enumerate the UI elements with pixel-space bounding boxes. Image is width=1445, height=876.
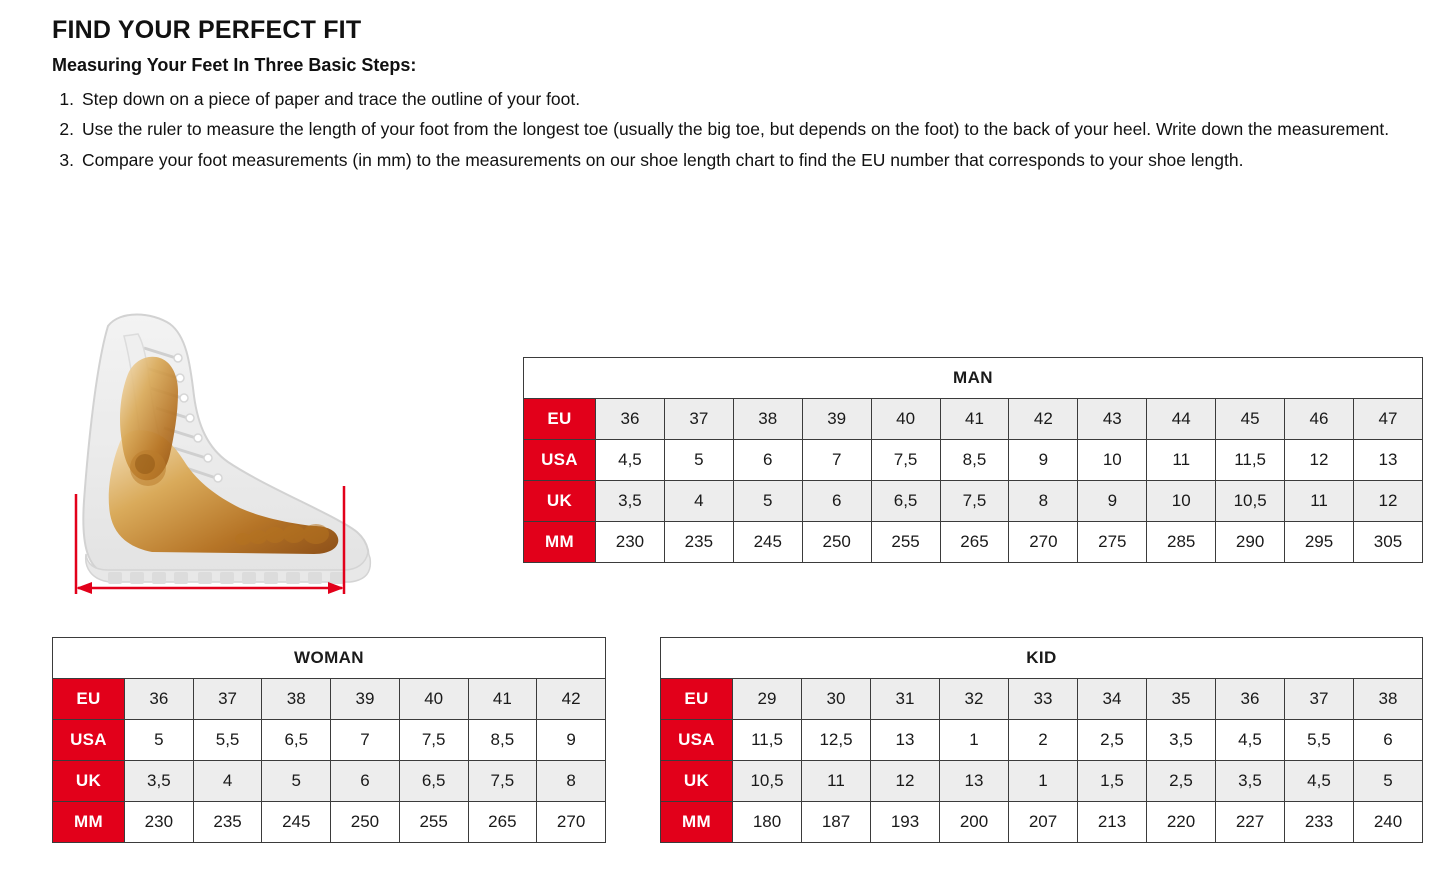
cell: 265 <box>468 802 537 843</box>
cell: 213 <box>1078 802 1147 843</box>
cell: 7 <box>802 440 871 481</box>
cell: 270 <box>1009 522 1078 563</box>
intro-section <box>52 16 1422 179</box>
cell: 38 <box>262 679 331 720</box>
cell: 35 <box>1147 679 1216 720</box>
cell: 13 <box>940 761 1009 802</box>
cell: 1,5 <box>1078 761 1147 802</box>
cell: 180 <box>733 802 802 843</box>
cell: 45 <box>1216 399 1285 440</box>
cell: 11 <box>1285 481 1354 522</box>
table-row <box>53 802 606 843</box>
steps-list <box>52 88 1422 172</box>
table-row <box>661 802 1423 843</box>
cell: 38 <box>733 399 802 440</box>
row-label-usa: USA <box>524 440 596 481</box>
cell: 10 <box>1078 440 1147 481</box>
cell: 8 <box>537 761 606 802</box>
cell: 250 <box>802 522 871 563</box>
page-title: FIND YOUR PERFECT FIT <box>52 16 362 44</box>
cell: 9 <box>1009 440 1078 481</box>
table-row <box>524 481 1423 522</box>
cell: 7,5 <box>399 720 468 761</box>
cell: 32 <box>940 679 1009 720</box>
cell: 285 <box>1147 522 1216 563</box>
cell: 12 <box>871 761 940 802</box>
row-label-uk: UK <box>53 761 125 802</box>
cell: 5 <box>1354 761 1423 802</box>
cell: 6 <box>1354 720 1423 761</box>
step-number: 3. <box>59 149 74 170</box>
cell: 4,5 <box>1285 761 1354 802</box>
page-subtitle: Measuring Your Feet In Three Basic Steps: <box>52 55 417 75</box>
cell: 36 <box>596 399 665 440</box>
cell: 255 <box>399 802 468 843</box>
man-size-table-wrapper <box>523 357 1423 563</box>
cell: 240 <box>1354 802 1423 843</box>
cell: 8 <box>1009 481 1078 522</box>
kid-size-table <box>660 637 1423 843</box>
row-label-mm: MM <box>53 802 125 843</box>
cell: 255 <box>871 522 940 563</box>
cell: 3,5 <box>596 481 665 522</box>
cell: 10 <box>1147 481 1216 522</box>
cell: 47 <box>1353 399 1422 440</box>
cell: 265 <box>940 522 1009 563</box>
cell: 9 <box>537 720 606 761</box>
kid-table-title: KID <box>661 638 1423 679</box>
cell: 13 <box>1353 440 1422 481</box>
cell: 1 <box>1009 761 1078 802</box>
foot-measurement-illustration <box>48 296 378 616</box>
cell: 40 <box>871 399 940 440</box>
cell: 4 <box>664 481 733 522</box>
cell: 207 <box>1009 802 1078 843</box>
row-label-uk: UK <box>524 481 596 522</box>
cell: 6,5 <box>262 720 331 761</box>
cell: 41 <box>468 679 537 720</box>
list-item <box>52 118 1422 141</box>
cell: 9 <box>1078 481 1147 522</box>
step-text: Compare your foot measurements (in mm) to the measurements on our shoe length chart to find the EU number that corresponds to your shoe length. <box>82 149 1244 170</box>
cell: 7,5 <box>871 440 940 481</box>
cell: 233 <box>1285 802 1354 843</box>
cell: 30 <box>802 679 871 720</box>
cell: 44 <box>1147 399 1216 440</box>
cell: 275 <box>1078 522 1147 563</box>
cell: 230 <box>596 522 665 563</box>
table-row <box>53 720 606 761</box>
list-item <box>52 88 1422 111</box>
cell: 46 <box>1285 399 1354 440</box>
cell: 13 <box>871 720 940 761</box>
cell: 295 <box>1285 522 1354 563</box>
cell: 200 <box>940 802 1009 843</box>
cell: 227 <box>1216 802 1285 843</box>
cell: 270 <box>537 802 606 843</box>
cell: 12 <box>1285 440 1354 481</box>
cell: 4,5 <box>1216 720 1285 761</box>
cell: 6,5 <box>871 481 940 522</box>
cell: 29 <box>733 679 802 720</box>
cell: 6 <box>802 481 871 522</box>
step-number: 1. <box>59 89 74 109</box>
cell: 220 <box>1147 802 1216 843</box>
cell: 41 <box>940 399 1009 440</box>
cell: 6 <box>331 761 400 802</box>
row-label-eu: EU <box>524 399 596 440</box>
cell: 290 <box>1216 522 1285 563</box>
cell: 10,5 <box>1216 481 1285 522</box>
cell: 31 <box>871 679 940 720</box>
step-text: Step down on a piece of paper and trace the outline of your foot. <box>82 89 581 109</box>
cell: 3,5 <box>125 761 194 802</box>
cell: 3,5 <box>1216 761 1285 802</box>
cell: 1 <box>940 720 1009 761</box>
table-row <box>661 679 1423 720</box>
kid-size-table-wrapper <box>660 637 1423 843</box>
cell: 6,5 <box>399 761 468 802</box>
cell: 34 <box>1078 679 1147 720</box>
cell: 10,5 <box>733 761 802 802</box>
cell: 4,5 <box>596 440 665 481</box>
cell: 5 <box>125 720 194 761</box>
cell: 43 <box>1078 399 1147 440</box>
cell: 187 <box>802 802 871 843</box>
cell: 37 <box>193 679 262 720</box>
row-label-usa: USA <box>53 720 125 761</box>
cell: 11 <box>802 761 871 802</box>
step-number: 2. <box>59 119 74 140</box>
row-label-eu: EU <box>53 679 125 720</box>
cell: 5 <box>664 440 733 481</box>
cell: 3,5 <box>1147 720 1216 761</box>
cell: 5 <box>733 481 802 522</box>
woman-size-table-wrapper <box>52 637 606 843</box>
cell: 40 <box>399 679 468 720</box>
cell: 12 <box>1353 481 1422 522</box>
woman-size-table <box>52 637 606 843</box>
cell: 305 <box>1353 522 1422 563</box>
cell: 2 <box>1009 720 1078 761</box>
cell: 42 <box>537 679 606 720</box>
list-item <box>52 149 1422 172</box>
table-row <box>524 440 1423 481</box>
man-table-title: MAN <box>524 358 1423 399</box>
cell: 250 <box>331 802 400 843</box>
table-row <box>661 720 1423 761</box>
table-row <box>661 761 1423 802</box>
cell: 7,5 <box>940 481 1009 522</box>
cell: 8,5 <box>468 720 537 761</box>
cell: 39 <box>802 399 871 440</box>
row-label-usa: USA <box>661 720 733 761</box>
cell: 2,5 <box>1147 761 1216 802</box>
table-row <box>524 399 1423 440</box>
row-label-eu: EU <box>661 679 733 720</box>
cell: 245 <box>733 522 802 563</box>
cell: 245 <box>262 802 331 843</box>
cell: 37 <box>664 399 733 440</box>
woman-table-title: WOMAN <box>53 638 606 679</box>
row-label-mm: MM <box>661 802 733 843</box>
cell: 12,5 <box>802 720 871 761</box>
row-label-uk: UK <box>661 761 733 802</box>
row-label-mm: MM <box>524 522 596 563</box>
cell: 36 <box>125 679 194 720</box>
cell: 39 <box>331 679 400 720</box>
cell: 37 <box>1285 679 1354 720</box>
cell: 7 <box>331 720 400 761</box>
table-row <box>53 761 606 802</box>
cell: 8,5 <box>940 440 1009 481</box>
cell: 230 <box>125 802 194 843</box>
cell: 193 <box>871 802 940 843</box>
cell: 11,5 <box>1216 440 1285 481</box>
cell: 2,5 <box>1078 720 1147 761</box>
cell: 235 <box>664 522 733 563</box>
step-text: Use the ruler to measure the length of your foot from the longest toe (usually the big toe, but depends on the foot) to the back of your heel. Write down the measurement. <box>82 119 1390 140</box>
cell: 11,5 <box>733 720 802 761</box>
cell: 5 <box>262 761 331 802</box>
cell: 7,5 <box>468 761 537 802</box>
cell: 42 <box>1009 399 1078 440</box>
cell: 235 <box>193 802 262 843</box>
table-row <box>524 522 1423 563</box>
cell: 5,5 <box>1285 720 1354 761</box>
table-row <box>53 679 606 720</box>
man-size-table <box>523 357 1423 563</box>
cell: 5,5 <box>193 720 262 761</box>
cell: 11 <box>1147 440 1216 481</box>
cell: 4 <box>193 761 262 802</box>
cell: 36 <box>1216 679 1285 720</box>
cell: 38 <box>1354 679 1423 720</box>
cell: 33 <box>1009 679 1078 720</box>
cell: 6 <box>733 440 802 481</box>
